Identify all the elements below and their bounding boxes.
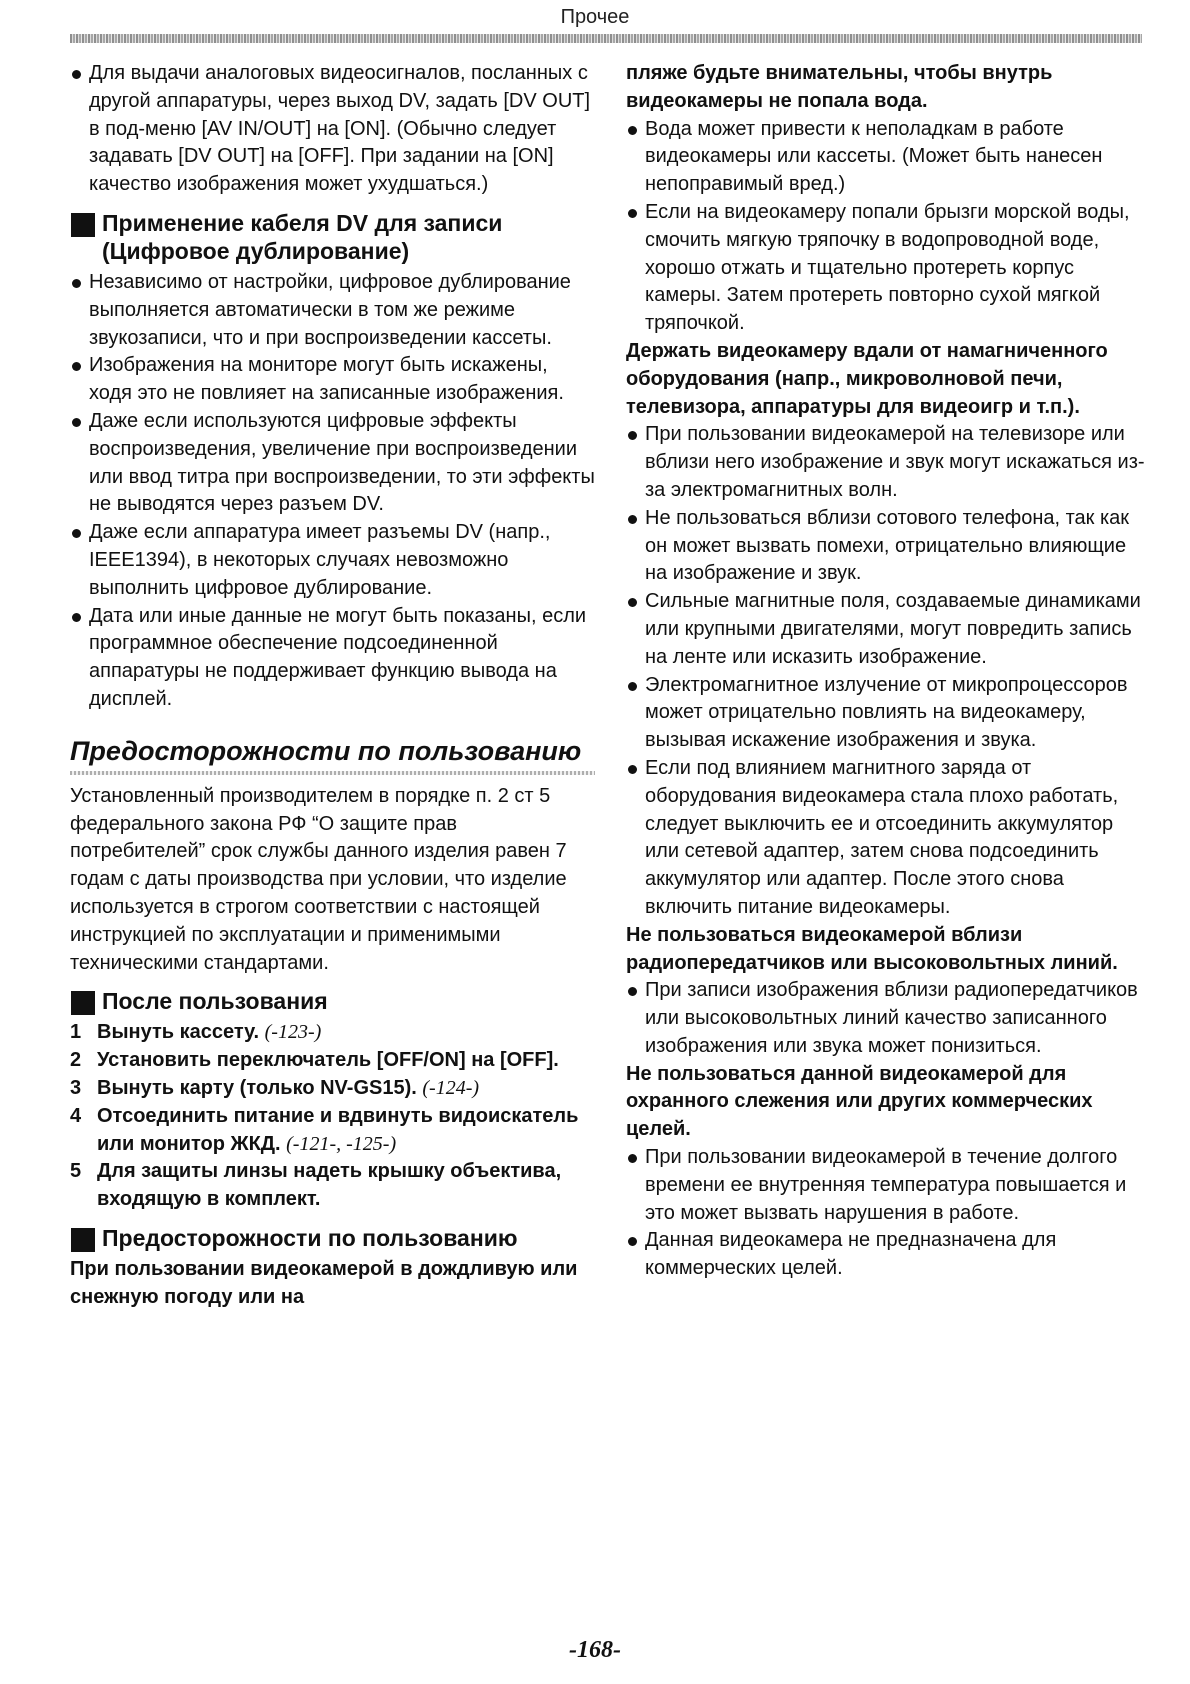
list-item: При записи изображения вблизи радиопередатчиков или высоковольтных линий качество записанного изображения или звука может понизиться. bbox=[626, 977, 1146, 1060]
list-item: Если под влиянием магнитного заряда от оборудования видеокамера стала плохо работать, следует выключить ее и отсоединить аккумулятор или сетевой адаптер, затем снова подсоединить аккумулятор или адаптер. После этого снова включить питание видеокамеры. bbox=[626, 755, 1146, 922]
list-item: При пользовании видеокамерой в течение долгого времени ее внутренняя температура повышается и это может вызвать нарушения в работе. bbox=[626, 1144, 1146, 1227]
list-item: Электромагнитное излучение от микропроцессоров может отрицательно повлиять на видеокамеру, вызывая искажение изображения и звука. bbox=[626, 672, 1146, 755]
list-item: Даже если аппаратура имеет разъемы DV (напр., IEEE1394), в некоторых случаях невозможно выполнить цифровое дублирование. bbox=[70, 519, 595, 602]
bold-paragraph: пляже будьте внимательны, чтобы внутрь видеокамеры не попала вода. bbox=[626, 62, 1053, 112]
step-item: 4 Отсоединить питание и вдвинуть видоискатель или монитор ЖКД. (-121-, -125-) bbox=[70, 1104, 579, 1155]
after-use-steps bbox=[70, 1019, 595, 1214]
square-bullet-icon bbox=[71, 213, 95, 237]
list-item: При пользовании видеокамерой на телевизоре или вблизи него изображение и звук могут искажаться из-за электромагнитных волн. bbox=[626, 421, 1146, 504]
running-header: Прочее bbox=[560, 6, 630, 28]
title-rule bbox=[70, 771, 595, 775]
bold-paragraph: При пользовании видеокамерой в дождливую или снежную погоду или на bbox=[70, 1257, 578, 1308]
list-item: Даже если используются цифровые эффекты воспроизведения, увеличение при воспроизведении или ввод титра при воспроизведении, то эти эффекты не выводятся через разъем DV. bbox=[70, 408, 595, 519]
list-item: Сильные магнитные поля, создаваемые динамиками или крупными двигателями, могут повредить запись на ленте или исказить изображение. bbox=[626, 588, 1146, 671]
header-rule bbox=[70, 34, 1142, 43]
square-bullet-icon bbox=[71, 1228, 95, 1252]
step-item: 5 Для защиты линзы надеть крышку объектива, входящую в комплект. bbox=[70, 1160, 562, 1211]
list-item: Независимо от настройки, цифровое дублирование выполняется автоматически в том же режиме звукозаписи, что и при воспроизведении кассеты. bbox=[70, 269, 595, 352]
section-heading-dv-dubbing: Применение кабеля DV для записи (Цифровое дублирование) bbox=[70, 209, 595, 265]
page-reference: (-121-, -125-) bbox=[286, 1132, 397, 1155]
square-bullet-icon bbox=[71, 991, 95, 1015]
section-heading-usage-precautions: Предосторожности по пользованию bbox=[70, 1224, 595, 1252]
bold-paragraph: Не пользоваться данной видеокамерой для охранного слежения или других коммерческих целей. bbox=[626, 1062, 1093, 1141]
page-reference: (-124-) bbox=[422, 1076, 480, 1099]
list-item: Данная видеокамера не предназначена для коммерческих целей. bbox=[626, 1227, 1146, 1283]
right-column bbox=[626, 60, 1146, 1283]
bold-paragraph: Не пользоваться видеокамерой вблизи радиопередатчиков или высоковольтных линий. bbox=[626, 923, 1118, 974]
list-item: Изображения на мониторе могут быть искажены, ходя это не повлияет на записанные изображения. bbox=[70, 352, 595, 408]
section-heading-after-use: После пользования bbox=[70, 987, 595, 1015]
step-item: 3 Вынуть карту (только NV-GS15). (-124-) bbox=[70, 1076, 480, 1099]
page-number: -168- bbox=[569, 1637, 621, 1663]
chapter-title: Предосторожности по пользованию bbox=[70, 735, 582, 766]
list-item: Если на видеокамеру попали брызги морской воды, смочить мягкую тряпочку в водопроводной воде, хорошо отжать и тщательно протереть корпус камеры. Затем протереть повторно сухой мягкой тряпочкой. bbox=[626, 199, 1146, 338]
page-reference: (-123-) bbox=[264, 1021, 322, 1044]
service-life-paragraph: Установленный производителем в порядке п. 2 ст 5 федерального закона РФ “О защите прав потребителей” срок службы данного изделия равен 7 годам с даты производства при условии, что изделие используется в строгом соответствии с настоящей инструкцией по эксплуатации и применимыми техническими стандартами. bbox=[70, 784, 567, 974]
list-item: Дата или иные данные не могут быть показаны, если программное обеспечение подсоединенной аппаратуры не поддерживает функцию вывода на дисплей. bbox=[70, 603, 595, 714]
list-item: Вода может привести к неполадкам в работе видеокамеры или кассеты. (Может быть нанесен непоправимый вред.) bbox=[626, 116, 1146, 199]
list-item: Не пользоваться вблизи сотового телефона, так как он может вызвать помехи, отрицательно влияющие на изображение и звук. bbox=[626, 505, 1146, 588]
bold-paragraph: Держать видеокамеру вдали от намагниченного оборудования (напр., микроволновой печи, телевизора, аппаратуры для видеоигр и т.п.). bbox=[626, 339, 1108, 418]
list-item: Для выдачи аналоговых видеосигналов, посланных с другой аппаратуры, через выход DV, задать [DV OUT] в под-меню [AV IN/OUT] на [ON]. (Обычно следует задавать [DV OUT] на [OFF]. При задании на [ON] качество изображения может ухудшаться.) bbox=[70, 60, 595, 199]
step-item: 2 Установить переключатель [OFF/ON] на [OFF]. bbox=[70, 1049, 559, 1072]
left-column bbox=[70, 60, 595, 1311]
step-item: 1 Вынуть кассету. (-123-) bbox=[70, 1021, 322, 1044]
